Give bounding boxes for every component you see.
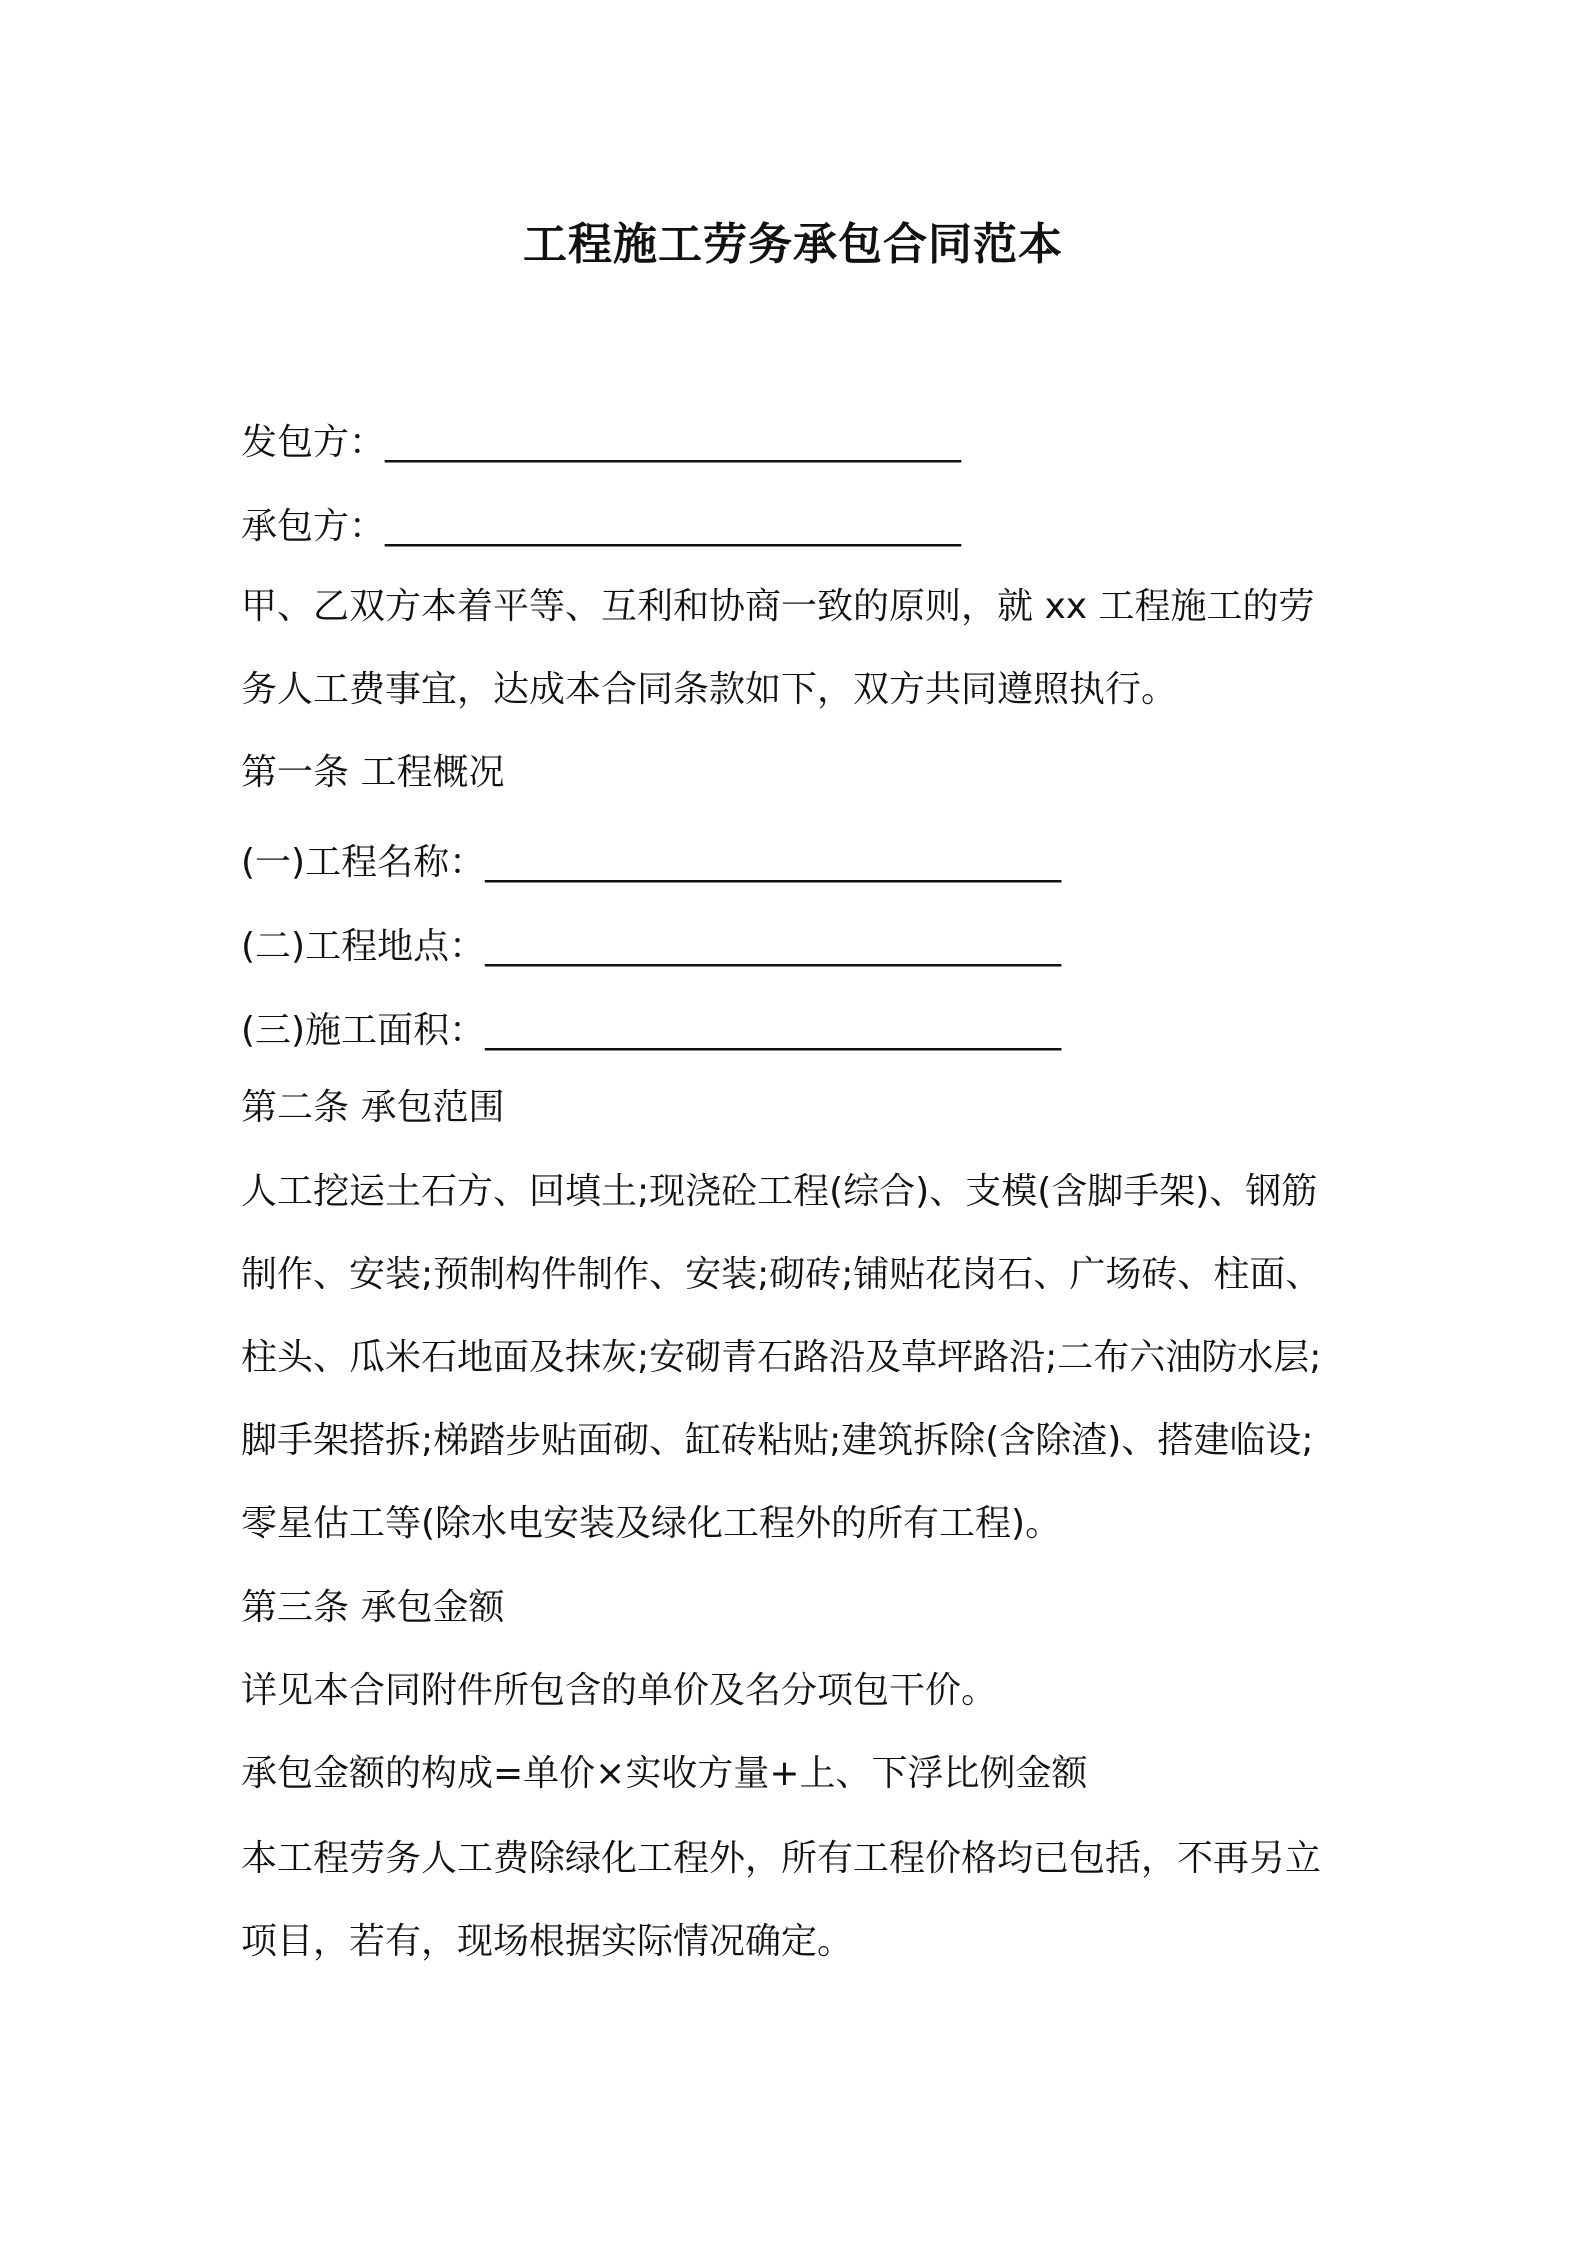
contractor-blank: ________________________________	[385, 506, 962, 547]
document-title: 工程施工劳务承包合同范本	[523, 219, 1063, 270]
project-location-label: (二)工程地点：	[241, 926, 486, 967]
project-location-blank: ________________________________	[485, 926, 1062, 967]
contractor-label: 承包方：	[241, 506, 386, 547]
construction-area-field	[241, 1006, 1381, 1056]
employer-blank: ________________________________	[385, 422, 962, 463]
intro-line-1: 甲、乙双方本着平等、互利和协商一致的原则，就 xx 工程施工的劳	[241, 586, 1315, 627]
article3-line-4: 项目，若有，现场根据实际情况确定。	[241, 1921, 854, 1962]
article2-line-3: 柱头、瓜米石地面及抹灰;安砌青石路沿及草坪路沿;二布六油防水层;	[241, 1337, 1322, 1378]
intro-line-2: 务人工费事宜，达成本合同条款如下，双方共同遵照执行。	[241, 669, 1178, 710]
article1-heading: 第一条 工程概况	[241, 752, 505, 793]
article3-line-2: 承包金额的构成=单价×实收方量+上、下浮比例金额	[241, 1753, 1088, 1794]
employer-field	[241, 418, 1381, 468]
article3-heading: 第三条 承包金额	[241, 1587, 505, 1628]
project-name-field	[241, 838, 1381, 888]
project-location-field	[241, 922, 1381, 972]
construction-area-blank: ________________________________	[485, 1010, 1062, 1051]
article2-line-4: 脚手架搭拆;梯踏步贴面砌、缸砖粘贴;建筑拆除(含除渣)、搭建临设;	[241, 1420, 1314, 1461]
article3-line-1: 详见本合同附件所包含的单价及名分项包干价。	[241, 1670, 998, 1711]
article2-line-1: 人工挖运土石方、回填土;现浇砼工程(综合)、支模(含脚手架)、钢筋	[241, 1171, 1318, 1212]
article3-line-3: 本工程劳务人工费除绿化工程外，所有工程价格均已包括，不再另立	[241, 1838, 1322, 1879]
article2-line-2: 制作、安装;预制构件制作、安装;砌砖;铺贴花岗石、广场砖、柱面、	[241, 1254, 1322, 1295]
project-name-label: (一)工程名称：	[241, 842, 486, 883]
article2-heading: 第二条 承包范围	[241, 1087, 505, 1128]
employer-label: 发包方：	[241, 422, 386, 463]
contractor-field	[241, 502, 1381, 552]
article2-line-5: 零星估工等(除水电安装及绿化工程外的所有工程)。	[241, 1503, 1062, 1544]
construction-area-label: (三)施工面积：	[241, 1010, 486, 1051]
project-name-blank: ________________________________	[485, 842, 1062, 883]
